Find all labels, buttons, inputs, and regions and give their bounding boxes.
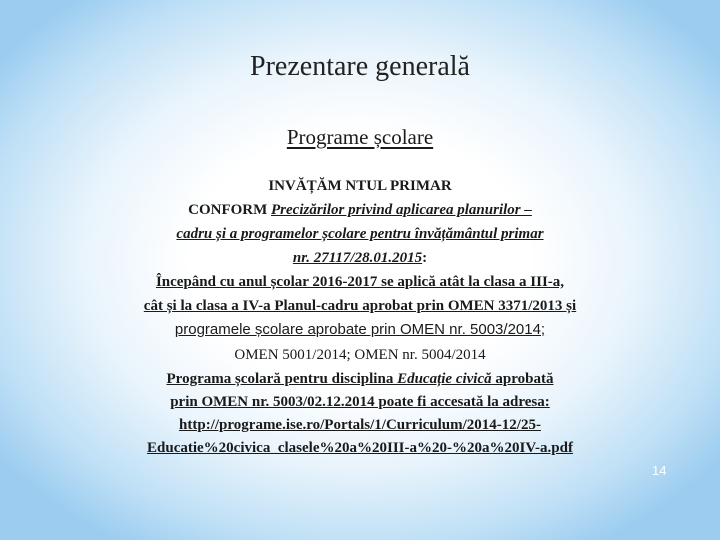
line-nr [60,246,660,270]
line-omen: OMEN 5001/2014; OMEN nr. 5004/2014 [234,347,486,363]
slide-body [60,174,660,460]
line-programa [60,368,660,391]
page-number: 14 [652,463,667,478]
url-link-part1[interactable]: http://programe.ise.ro/Portals/1/Curriculum/2014-12/25- [179,417,541,433]
discipline-name: Educație civică [397,371,492,387]
colon: : [422,250,428,266]
precizari-title: Precizărilor privind aplicarea planurilor – [271,202,532,218]
line-cat-si: cât și la clasa a IV-a Planul-cadru aprobat prin OMEN 3371/2013 și [143,298,577,314]
programa-text: Programa școlară pentru disciplina [166,371,398,387]
conform-label: CONFORM [188,202,272,218]
line-heading: INVĂȚĂM NTUL PRIMAR [268,178,452,194]
aprobata-text: aprobată [491,371,554,387]
line-conform [60,198,660,222]
precizari-number: nr. 27117/28.01.2015 [292,250,423,266]
line-cadru: cadru și a programelor școlare pentru învățământul primar [176,226,544,242]
line-programele: programele școlare aprobate prin OMEN nr. 5003/2014; [174,321,546,338]
url-link-part2[interactable]: Educatie%20civica_clasele%20a%20III-a%20-%20a%20IV-a.pdf [147,440,573,456]
slide-subtitle: Programe școlare [286,125,434,149]
slide-title: Prezentare generală [250,51,470,82]
line-prin: prin OMEN nr. 5003/02.12.2014 poate fi accesată la adresa: [170,394,550,410]
line-incepand: Începând cu anul școlar 2016-2017 se aplică atât la clasa a III-a, [155,274,565,290]
